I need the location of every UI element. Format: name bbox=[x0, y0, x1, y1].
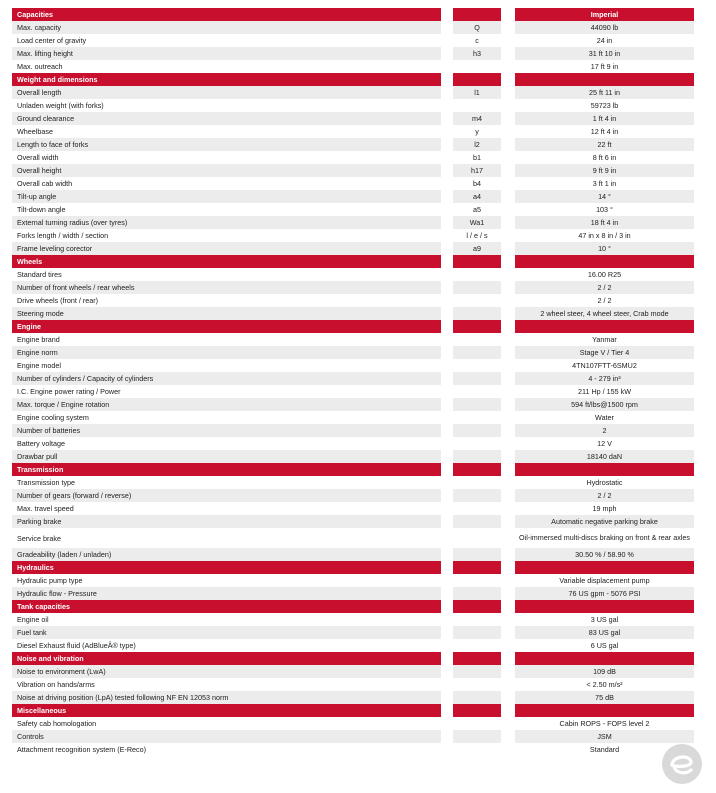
spec-code bbox=[453, 268, 501, 281]
spec-row bbox=[12, 346, 694, 359]
section-header-row bbox=[12, 255, 694, 268]
spec-label: Standard tires bbox=[12, 268, 441, 281]
spec-value: 83 US gal bbox=[515, 626, 694, 639]
spec-row bbox=[12, 190, 694, 203]
spec-label: Engine norm bbox=[12, 346, 441, 359]
spec-value: 1 ft 4 in bbox=[515, 112, 694, 125]
spec-label: Number of gears (forward / reverse) bbox=[12, 489, 441, 502]
spec-code bbox=[453, 411, 501, 424]
spec-value: 3 US gal bbox=[515, 613, 694, 626]
spec-value: 2 / 2 bbox=[515, 489, 694, 502]
spec-code bbox=[453, 678, 501, 691]
spec-value: 47 in x 8 in / 3 in bbox=[515, 229, 694, 242]
spec-row bbox=[12, 411, 694, 424]
spec-row bbox=[12, 639, 694, 652]
spec-label: Tilt-down angle bbox=[12, 203, 441, 216]
spec-label: Overall width bbox=[12, 151, 441, 164]
spec-code: a9 bbox=[453, 242, 501, 255]
spec-row bbox=[12, 515, 694, 528]
spec-value: < 2.50 m/s² bbox=[515, 678, 694, 691]
spec-code bbox=[453, 548, 501, 561]
spec-row bbox=[12, 138, 694, 151]
spec-code bbox=[453, 515, 501, 528]
spec-label: Attachment recognition system (E-Reco) bbox=[12, 743, 441, 756]
section-title: Transmission bbox=[12, 463, 441, 476]
spec-value: 2 / 2 bbox=[515, 294, 694, 307]
spec-value: 16.00 R25 bbox=[515, 268, 694, 281]
spec-code bbox=[453, 60, 501, 73]
spec-label: Service brake bbox=[12, 528, 441, 548]
spec-code bbox=[453, 587, 501, 600]
spec-label: Engine brand bbox=[12, 333, 441, 346]
spec-code: m4 bbox=[453, 112, 501, 125]
spec-value: 30.50 % / 58.90 % bbox=[515, 548, 694, 561]
spec-value: 25 ft 11 in bbox=[515, 86, 694, 99]
spec-row bbox=[12, 398, 694, 411]
spec-code: l1 bbox=[453, 86, 501, 99]
section-header-row bbox=[12, 8, 694, 21]
section-header-unit bbox=[515, 652, 694, 665]
section-title: Wheels bbox=[12, 255, 441, 268]
spec-code bbox=[453, 574, 501, 587]
spec-label: Forks length / width / section bbox=[12, 229, 441, 242]
spec-row bbox=[12, 678, 694, 691]
spec-label: Max. lifting height bbox=[12, 47, 441, 60]
spec-code: y bbox=[453, 125, 501, 138]
spec-label: Number of batteries bbox=[12, 424, 441, 437]
spec-label: Fuel tank bbox=[12, 626, 441, 639]
spec-row bbox=[12, 112, 694, 125]
spec-code bbox=[453, 294, 501, 307]
spec-row bbox=[12, 60, 694, 73]
spec-row bbox=[12, 268, 694, 281]
spec-value: Oil-immersed multi-discs braking on front & rear axles bbox=[515, 528, 694, 548]
spec-code bbox=[453, 281, 501, 294]
spec-code bbox=[453, 665, 501, 678]
spec-label: Hydraulic pump type bbox=[12, 574, 441, 587]
spec-label: Max. capacity bbox=[12, 21, 441, 34]
spec-row bbox=[12, 502, 694, 515]
spec-label: Unladen weight (with forks) bbox=[12, 99, 441, 112]
spec-label: Hydraulic flow - Pressure bbox=[12, 587, 441, 600]
spec-label: Battery voltage bbox=[12, 437, 441, 450]
e-logo-icon bbox=[660, 742, 704, 786]
section-header-unit bbox=[515, 600, 694, 613]
spec-row bbox=[12, 424, 694, 437]
section-header-code-cell bbox=[453, 320, 501, 333]
spec-value: 59723 lb bbox=[515, 99, 694, 112]
spec-row bbox=[12, 125, 694, 138]
spec-value: 10 ° bbox=[515, 242, 694, 255]
spec-value: 18140 daN bbox=[515, 450, 694, 463]
spec-value: 18 ft 4 in bbox=[515, 216, 694, 229]
spec-label: I.C. Engine power rating / Power bbox=[12, 385, 441, 398]
spec-code bbox=[453, 372, 501, 385]
spec-value: 12 V bbox=[515, 437, 694, 450]
section-header-code-cell bbox=[453, 652, 501, 665]
spec-code bbox=[453, 359, 501, 372]
spec-row bbox=[12, 359, 694, 372]
spec-code bbox=[453, 398, 501, 411]
section-header-row bbox=[12, 652, 694, 665]
spec-code bbox=[453, 333, 501, 346]
spec-value: 75 dB bbox=[515, 691, 694, 704]
spec-row bbox=[12, 21, 694, 34]
section-header-row bbox=[12, 320, 694, 333]
spec-code bbox=[453, 528, 501, 548]
spec-label: Gradeability (laden / unladen) bbox=[12, 548, 441, 561]
spec-value: 22 ft bbox=[515, 138, 694, 151]
section-title: Engine bbox=[12, 320, 441, 333]
spec-value: 17 ft 9 in bbox=[515, 60, 694, 73]
spec-value: Stage V / Tier 4 bbox=[515, 346, 694, 359]
spec-label: Overall length bbox=[12, 86, 441, 99]
spec-value: 76 US gpm - 5076 PSI bbox=[515, 587, 694, 600]
spec-label: Engine cooling system bbox=[12, 411, 441, 424]
section-title: Capacities bbox=[12, 8, 441, 21]
spec-row bbox=[12, 743, 694, 756]
spec-code bbox=[453, 502, 501, 515]
spec-label: Wheelbase bbox=[12, 125, 441, 138]
spec-value: 2 bbox=[515, 424, 694, 437]
spec-row bbox=[12, 548, 694, 561]
spec-code: a4 bbox=[453, 190, 501, 203]
spec-code: Wa1 bbox=[453, 216, 501, 229]
spec-row bbox=[12, 164, 694, 177]
spec-label: Number of cylinders / Capacity of cylinders bbox=[12, 372, 441, 385]
spec-code bbox=[453, 743, 501, 756]
spec-label: Max. outreach bbox=[12, 60, 441, 73]
spec-value: 4 - 279 in³ bbox=[515, 372, 694, 385]
spec-value: 2 / 2 bbox=[515, 281, 694, 294]
spec-code bbox=[453, 476, 501, 489]
spec-table bbox=[12, 8, 694, 756]
spec-label: Length to face of forks bbox=[12, 138, 441, 151]
spec-value: 6 US gal bbox=[515, 639, 694, 652]
section-header-code-cell bbox=[453, 600, 501, 613]
spec-row bbox=[12, 281, 694, 294]
spec-label: Drive wheels (front / rear) bbox=[12, 294, 441, 307]
spec-code bbox=[453, 691, 501, 704]
spec-label: Safety cab homologation bbox=[12, 717, 441, 730]
spec-label: Controls bbox=[12, 730, 441, 743]
section-header-row bbox=[12, 600, 694, 613]
spec-value: Automatic negative parking brake bbox=[515, 515, 694, 528]
spec-value: Standard bbox=[515, 743, 694, 756]
spec-code bbox=[453, 730, 501, 743]
spec-row bbox=[12, 385, 694, 398]
spec-value: 103 ° bbox=[515, 203, 694, 216]
spec-code: b4 bbox=[453, 177, 501, 190]
spec-code bbox=[453, 385, 501, 398]
spec-row bbox=[12, 203, 694, 216]
section-title: Noise and vibration bbox=[12, 652, 441, 665]
spec-label: Max. travel speed bbox=[12, 502, 441, 515]
spec-row bbox=[12, 372, 694, 385]
section-header-row bbox=[12, 73, 694, 86]
spec-row bbox=[12, 242, 694, 255]
spec-code bbox=[453, 307, 501, 320]
spec-label: Transmission type bbox=[12, 476, 441, 489]
spec-code bbox=[453, 489, 501, 502]
spec-label: Overall cab width bbox=[12, 177, 441, 190]
spec-value: 2 wheel steer, 4 wheel steer, Crab mode bbox=[515, 307, 694, 320]
spec-code bbox=[453, 346, 501, 359]
spec-code: a5 bbox=[453, 203, 501, 216]
spec-value: 109 dB bbox=[515, 665, 694, 678]
spec-label: Engine model bbox=[12, 359, 441, 372]
spec-code: Q bbox=[453, 21, 501, 34]
spec-row bbox=[12, 613, 694, 626]
section-header-unit bbox=[515, 73, 694, 86]
spec-code bbox=[453, 717, 501, 730]
section-header-code-cell bbox=[453, 704, 501, 717]
spec-code: h17 bbox=[453, 164, 501, 177]
spec-code: l / e / s bbox=[453, 229, 501, 242]
spec-label: Tilt-up angle bbox=[12, 190, 441, 203]
section-header-code-cell bbox=[453, 561, 501, 574]
spec-value: 594 ft/lbs@1500 rpm bbox=[515, 398, 694, 411]
spec-row bbox=[12, 229, 694, 242]
spec-label: Noise at driving position (LpA) tested following NF EN 12053 norm bbox=[12, 691, 441, 704]
spec-code: b1 bbox=[453, 151, 501, 164]
section-header-code-cell bbox=[453, 8, 501, 21]
spec-row bbox=[12, 528, 694, 548]
spec-row bbox=[12, 587, 694, 600]
spec-row bbox=[12, 717, 694, 730]
spec-label: Ground clearance bbox=[12, 112, 441, 125]
spec-value: Water bbox=[515, 411, 694, 424]
section-title: Weight and dimensions bbox=[12, 73, 441, 86]
section-title: Miscellaneous bbox=[12, 704, 441, 717]
spec-label: Load center of gravity bbox=[12, 34, 441, 47]
spec-code: c bbox=[453, 34, 501, 47]
spec-value: 31 ft 10 in bbox=[515, 47, 694, 60]
section-header-code-cell bbox=[453, 463, 501, 476]
spec-row bbox=[12, 691, 694, 704]
section-title: Hydraulics bbox=[12, 561, 441, 574]
section-header-unit bbox=[515, 561, 694, 574]
spec-row bbox=[12, 151, 694, 164]
spec-label: Overall height bbox=[12, 164, 441, 177]
spec-row bbox=[12, 626, 694, 639]
spec-code: l2 bbox=[453, 138, 501, 151]
spec-value: Yanmar bbox=[515, 333, 694, 346]
spec-value: 8 ft 6 in bbox=[515, 151, 694, 164]
section-header-unit bbox=[515, 320, 694, 333]
spec-code: h3 bbox=[453, 47, 501, 60]
spec-row bbox=[12, 730, 694, 743]
section-header-unit bbox=[515, 463, 694, 476]
spec-row bbox=[12, 665, 694, 678]
spec-row bbox=[12, 34, 694, 47]
spec-value: 12 ft 4 in bbox=[515, 125, 694, 138]
section-header-row bbox=[12, 561, 694, 574]
spec-label: Engine oil bbox=[12, 613, 441, 626]
section-header-code-cell bbox=[453, 255, 501, 268]
spec-code bbox=[453, 437, 501, 450]
spec-value: 9 ft 9 in bbox=[515, 164, 694, 177]
spec-label: Steering mode bbox=[12, 307, 441, 320]
spec-row bbox=[12, 177, 694, 190]
section-header-unit bbox=[515, 704, 694, 717]
spec-code bbox=[453, 613, 501, 626]
spec-value: Variable displacement pump bbox=[515, 574, 694, 587]
spec-value: JSM bbox=[515, 730, 694, 743]
spec-row bbox=[12, 574, 694, 587]
spec-value: 3 ft 1 in bbox=[515, 177, 694, 190]
spec-row bbox=[12, 333, 694, 346]
spec-code bbox=[453, 450, 501, 463]
spec-label: Noise to environment (LwA) bbox=[12, 665, 441, 678]
spec-row bbox=[12, 476, 694, 489]
spec-value: Hydrostatic bbox=[515, 476, 694, 489]
section-header-row bbox=[12, 704, 694, 717]
spec-value: 19 mph bbox=[515, 502, 694, 515]
spec-row bbox=[12, 450, 694, 463]
spec-row bbox=[12, 437, 694, 450]
section-header-code-cell bbox=[453, 73, 501, 86]
section-title: Tank capacities bbox=[12, 600, 441, 613]
spec-row bbox=[12, 86, 694, 99]
spec-row bbox=[12, 99, 694, 112]
spec-label: Number of front wheels / rear wheels bbox=[12, 281, 441, 294]
spec-label: Diesel Exhaust fluid (AdBlueÂ® type) bbox=[12, 639, 441, 652]
spec-label: External turning radius (over tyres) bbox=[12, 216, 441, 229]
spec-row bbox=[12, 47, 694, 60]
spec-row bbox=[12, 307, 694, 320]
spec-value: Cabin ROPS - FOPS level 2 bbox=[515, 717, 694, 730]
spec-value: 24 in bbox=[515, 34, 694, 47]
spec-label: Parking brake bbox=[12, 515, 441, 528]
spec-label: Max. torque / Engine rotation bbox=[12, 398, 441, 411]
spec-row bbox=[12, 216, 694, 229]
spec-value: 44090 lb bbox=[515, 21, 694, 34]
spec-code bbox=[453, 424, 501, 437]
section-header-row bbox=[12, 463, 694, 476]
section-header-unit: Imperial bbox=[515, 8, 694, 21]
spec-value: 14 ° bbox=[515, 190, 694, 203]
spec-value: 4TN107FTT-6SMU2 bbox=[515, 359, 694, 372]
spec-label: Drawbar pull bbox=[12, 450, 441, 463]
section-header-unit bbox=[515, 255, 694, 268]
spec-row bbox=[12, 489, 694, 502]
spec-code bbox=[453, 99, 501, 112]
spec-label: Vibration on hands/arms bbox=[12, 678, 441, 691]
spec-label: Frame leveling corector bbox=[12, 242, 441, 255]
spec-row bbox=[12, 294, 694, 307]
spec-code bbox=[453, 639, 501, 652]
spec-code bbox=[453, 626, 501, 639]
spec-value: 211 Hp / 155 kW bbox=[515, 385, 694, 398]
